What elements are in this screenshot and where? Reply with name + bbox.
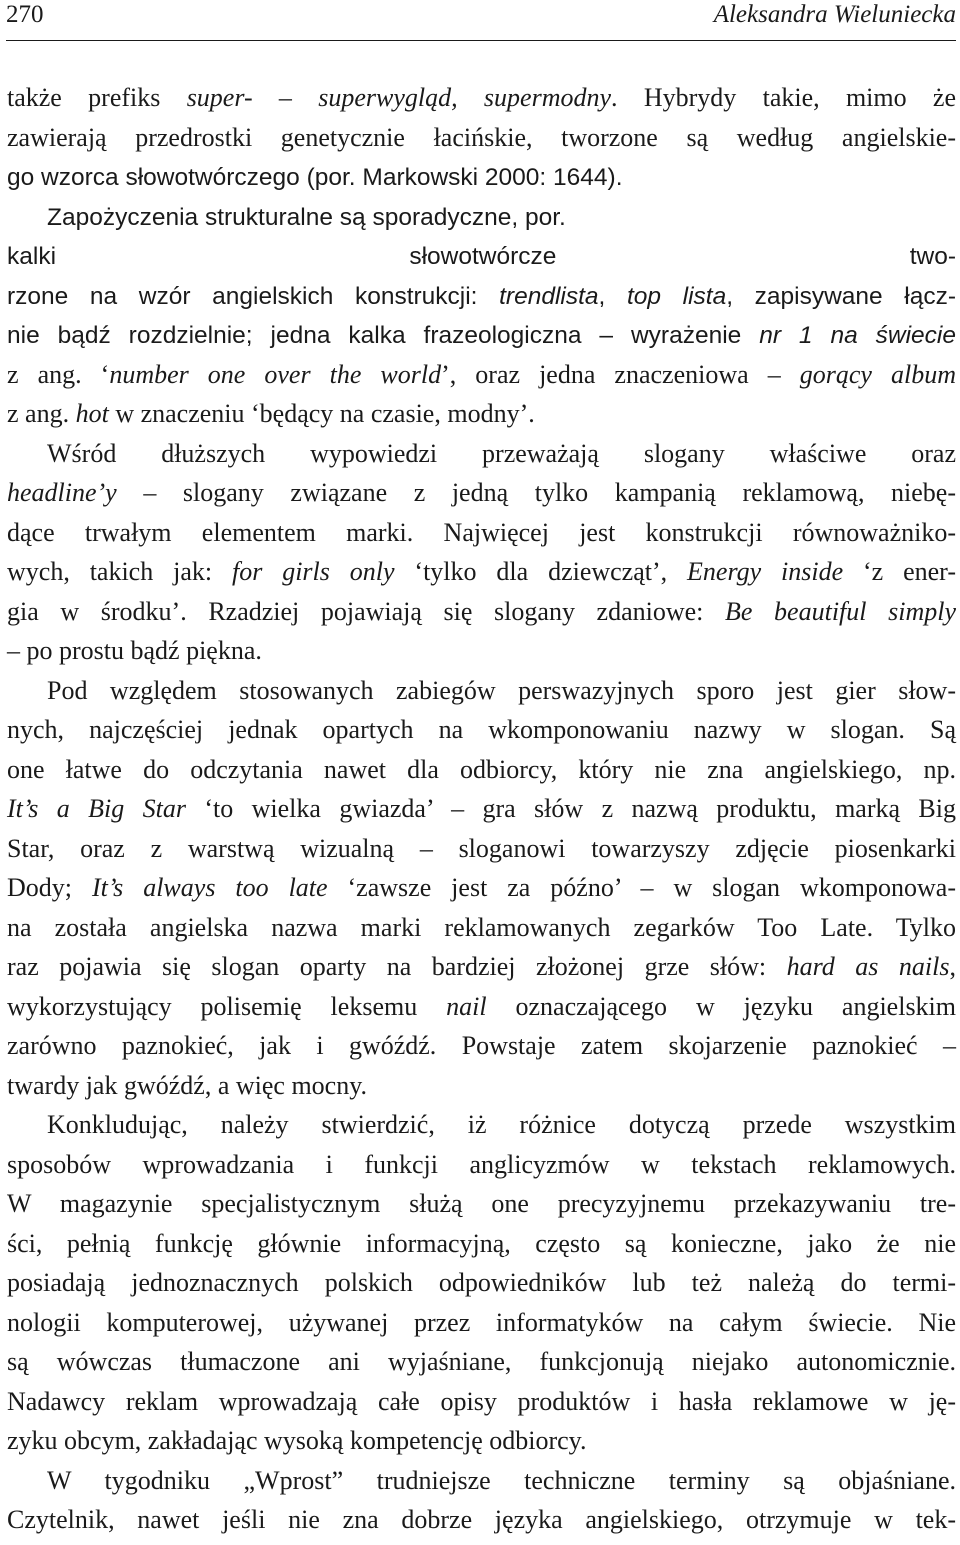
text-line bbox=[7, 1421, 956, 1461]
text-segment: sposobów wprowadzania i funkcji anglicyzmów w tekstach reklamowych. bbox=[7, 1149, 956, 1179]
text-line bbox=[7, 829, 956, 869]
text-segment: także prefiks bbox=[7, 83, 187, 112]
page-header bbox=[6, 0, 956, 30]
italic-term: It’s a Big Star bbox=[7, 794, 186, 823]
text-line bbox=[7, 947, 956, 987]
text-segment: Star, oraz z warstwą wizualną – sloganowi towarzyszy zdjęcie piosenkarki bbox=[7, 833, 956, 863]
text-line bbox=[7, 631, 956, 671]
text-segment: Pod względem stosowanych zabiegów perswazyjnych sporo jest gier słow- bbox=[47, 675, 956, 705]
text-segment: zawierają przedrostki genetycznie łacińskie, tworzone są według angielskie- bbox=[7, 122, 956, 152]
text-segment: posiadają jednoznacznych polskich odpowiedników lub też należą do termi- bbox=[7, 1268, 956, 1297]
italic-term: nail bbox=[446, 991, 487, 1021]
italic-term: hot bbox=[75, 399, 109, 428]
text-segment: zarówno paznokieć, jak i gwóźdź. Powstaje zatem skojarzenie paznokieć – bbox=[7, 1031, 956, 1060]
text-line bbox=[7, 1461, 956, 1501]
text-segment: wych, takich jak: bbox=[7, 557, 232, 586]
text-line bbox=[7, 1105, 956, 1145]
text-line bbox=[7, 473, 956, 513]
text-segment: ‘zawsze jest za późno’ – w slogan wkomponowa- bbox=[327, 873, 956, 902]
text-line bbox=[7, 1303, 956, 1343]
text-segment: , bbox=[598, 282, 627, 310]
header-rule bbox=[6, 40, 956, 41]
text-line bbox=[7, 394, 956, 434]
text-segment: . Hybrydy takie, mimo że bbox=[611, 83, 957, 112]
italic-term: gorący album bbox=[799, 359, 956, 389]
italic-term: for girls only bbox=[231, 557, 395, 586]
text-line bbox=[7, 552, 956, 592]
text-line bbox=[7, 236, 956, 276]
text-line bbox=[7, 315, 956, 355]
text-line bbox=[7, 868, 956, 908]
italic-term: trendlista bbox=[499, 282, 599, 310]
text-segment: ’, oraz jedna znaczeniowa – bbox=[441, 359, 800, 389]
text-segment: zyku obcym, zakładając wysoką kompetencję odbiorcy. bbox=[7, 1426, 587, 1455]
text-segment: z ang. ‘ bbox=[7, 359, 110, 389]
text-segment: – slogany związane z jedną tylko kampanią reklamową, niebę- bbox=[116, 478, 956, 507]
italic-term: number one over the world bbox=[109, 359, 442, 389]
text-line bbox=[7, 592, 956, 632]
text-segment: Czytelnik, nawet jeśli nie zna dobrze języka angielskiego, otrzymuje w tek- bbox=[7, 1505, 956, 1534]
text-segment: kalki słowotwórcze two- bbox=[7, 243, 956, 270]
body-text bbox=[7, 78, 956, 1540]
text-segment: ‘z ener- bbox=[843, 557, 956, 586]
text-line bbox=[7, 1382, 956, 1422]
text-line bbox=[7, 1500, 956, 1540]
text-segment: w znaczeniu ‘będący na czasie, modny’. bbox=[108, 399, 535, 428]
page-number: 270 bbox=[6, 1, 44, 28]
italic-term: hard as nails bbox=[786, 952, 950, 981]
text-line bbox=[7, 197, 956, 237]
text-segment: , bbox=[949, 952, 956, 981]
text-segment: nologii komputerowej, używanej przez informatyków na całym świecie. Nie bbox=[7, 1307, 956, 1337]
text-line bbox=[7, 276, 956, 316]
text-line bbox=[7, 157, 956, 197]
text-line bbox=[7, 750, 956, 790]
text-line bbox=[7, 1342, 956, 1382]
text-line bbox=[7, 908, 956, 948]
text-segment: ‘tylko dla dziewcząt’, bbox=[394, 557, 688, 586]
text-line bbox=[7, 710, 956, 750]
text-line bbox=[7, 513, 956, 553]
text-segment: rzone na wzór angielskich konstrukcji: bbox=[7, 282, 500, 310]
text-segment: są wówczas tłumaczone ani wyjaśniane, funkcjonują niejako autonomicznie. bbox=[7, 1347, 956, 1376]
text-segment: W magazynie specjalistycznym służą one precyzyjnemu przekazywaniu tre- bbox=[7, 1189, 956, 1218]
text-segment: Dody; bbox=[7, 873, 92, 902]
text-segment: gia w środku’. Rzadziej pojawiają się slogany zdaniowe: bbox=[7, 596, 726, 626]
text-segment: twardy jak gwóźdź, a więc mocny. bbox=[7, 1070, 368, 1100]
text-segment: ści, pełnią funkcję głównie informacyjną, często są konieczne, jako że nie bbox=[7, 1228, 956, 1258]
italic-term: It’s always too late bbox=[91, 873, 328, 902]
text-segment: W tygodniku „Wprost” trudniejsze techniczne terminy są objaśniane. bbox=[47, 1465, 956, 1495]
italic-term: super- – superwygląd, supermodny bbox=[186, 83, 612, 112]
text-line bbox=[7, 987, 956, 1027]
italic-term: nr 1 na świecie bbox=[759, 322, 956, 349]
text-line bbox=[7, 1224, 956, 1264]
text-line bbox=[7, 1145, 956, 1185]
text-segment: oznaczającego w języku angielskim bbox=[486, 991, 957, 1021]
italic-term: Energy inside bbox=[687, 557, 844, 586]
text-segment: , zapisywane łącz- bbox=[726, 282, 957, 310]
italic-term: top lista bbox=[626, 282, 727, 310]
text-segment: nych, najczęściej jednak opartych na wkomponowaniu nazwy w slogan. Są bbox=[7, 715, 956, 744]
text-segment: Zapożyczenia strukturalne są sporadyczne, por. bbox=[47, 203, 566, 231]
text-segment: – po prostu bądź piękna. bbox=[7, 636, 262, 665]
text-segment: dące trwałym elementem marki. Najwięcej jest konstrukcji równoważniko- bbox=[7, 517, 956, 547]
text-segment: z ang. bbox=[7, 399, 76, 428]
text-segment: wykorzystujący polisemię leksemu bbox=[7, 991, 447, 1021]
text-line bbox=[7, 671, 956, 711]
text-line bbox=[7, 789, 956, 829]
text-segment: one łatwe do odczytania nawet dla odbiorcy, który nie zna angielskiego, np. bbox=[7, 754, 956, 784]
text-segment: ‘to wielka gwiazda’ – gra słów z nazwą produktu, marką Big bbox=[185, 794, 956, 823]
text-segment: na została angielska nazwa marki reklamowanych zegarków Too Late. Tylko bbox=[7, 912, 956, 942]
text-line bbox=[7, 355, 956, 395]
text-segment: Nadawcy reklam wprowadzają całe opisy produktów i hasła reklamowe w ję- bbox=[7, 1386, 956, 1416]
running-head-author: Aleksandra Wieluniecka bbox=[713, 1, 956, 28]
text-line bbox=[7, 78, 956, 118]
italic-term: Be beautiful simply bbox=[725, 596, 956, 626]
text-line bbox=[7, 434, 956, 474]
text-line bbox=[7, 118, 956, 158]
text-segment: raz pojawia się slogan oparty na bardziej złożonej grze słów: bbox=[7, 952, 787, 981]
text-segment: nie bądź rozdzielnie; jedna kalka frazeologiczna – wyrażenie bbox=[7, 322, 760, 349]
text-line bbox=[7, 1263, 956, 1303]
text-segment: Konkludując, należy stwierdzić, iż różnice dotyczą przede wszystkim bbox=[47, 1110, 956, 1139]
italic-term: headline’y bbox=[7, 478, 117, 507]
text-segment: go wzorca słowotwórczego (por. Markowski 2000: 1644). bbox=[7, 164, 623, 191]
text-segment: Wśród dłuższych wypowiedzi przeważają slogany właściwe oraz bbox=[47, 438, 956, 468]
text-line bbox=[7, 1066, 956, 1106]
text-line bbox=[7, 1184, 956, 1224]
text-line bbox=[7, 1026, 956, 1066]
